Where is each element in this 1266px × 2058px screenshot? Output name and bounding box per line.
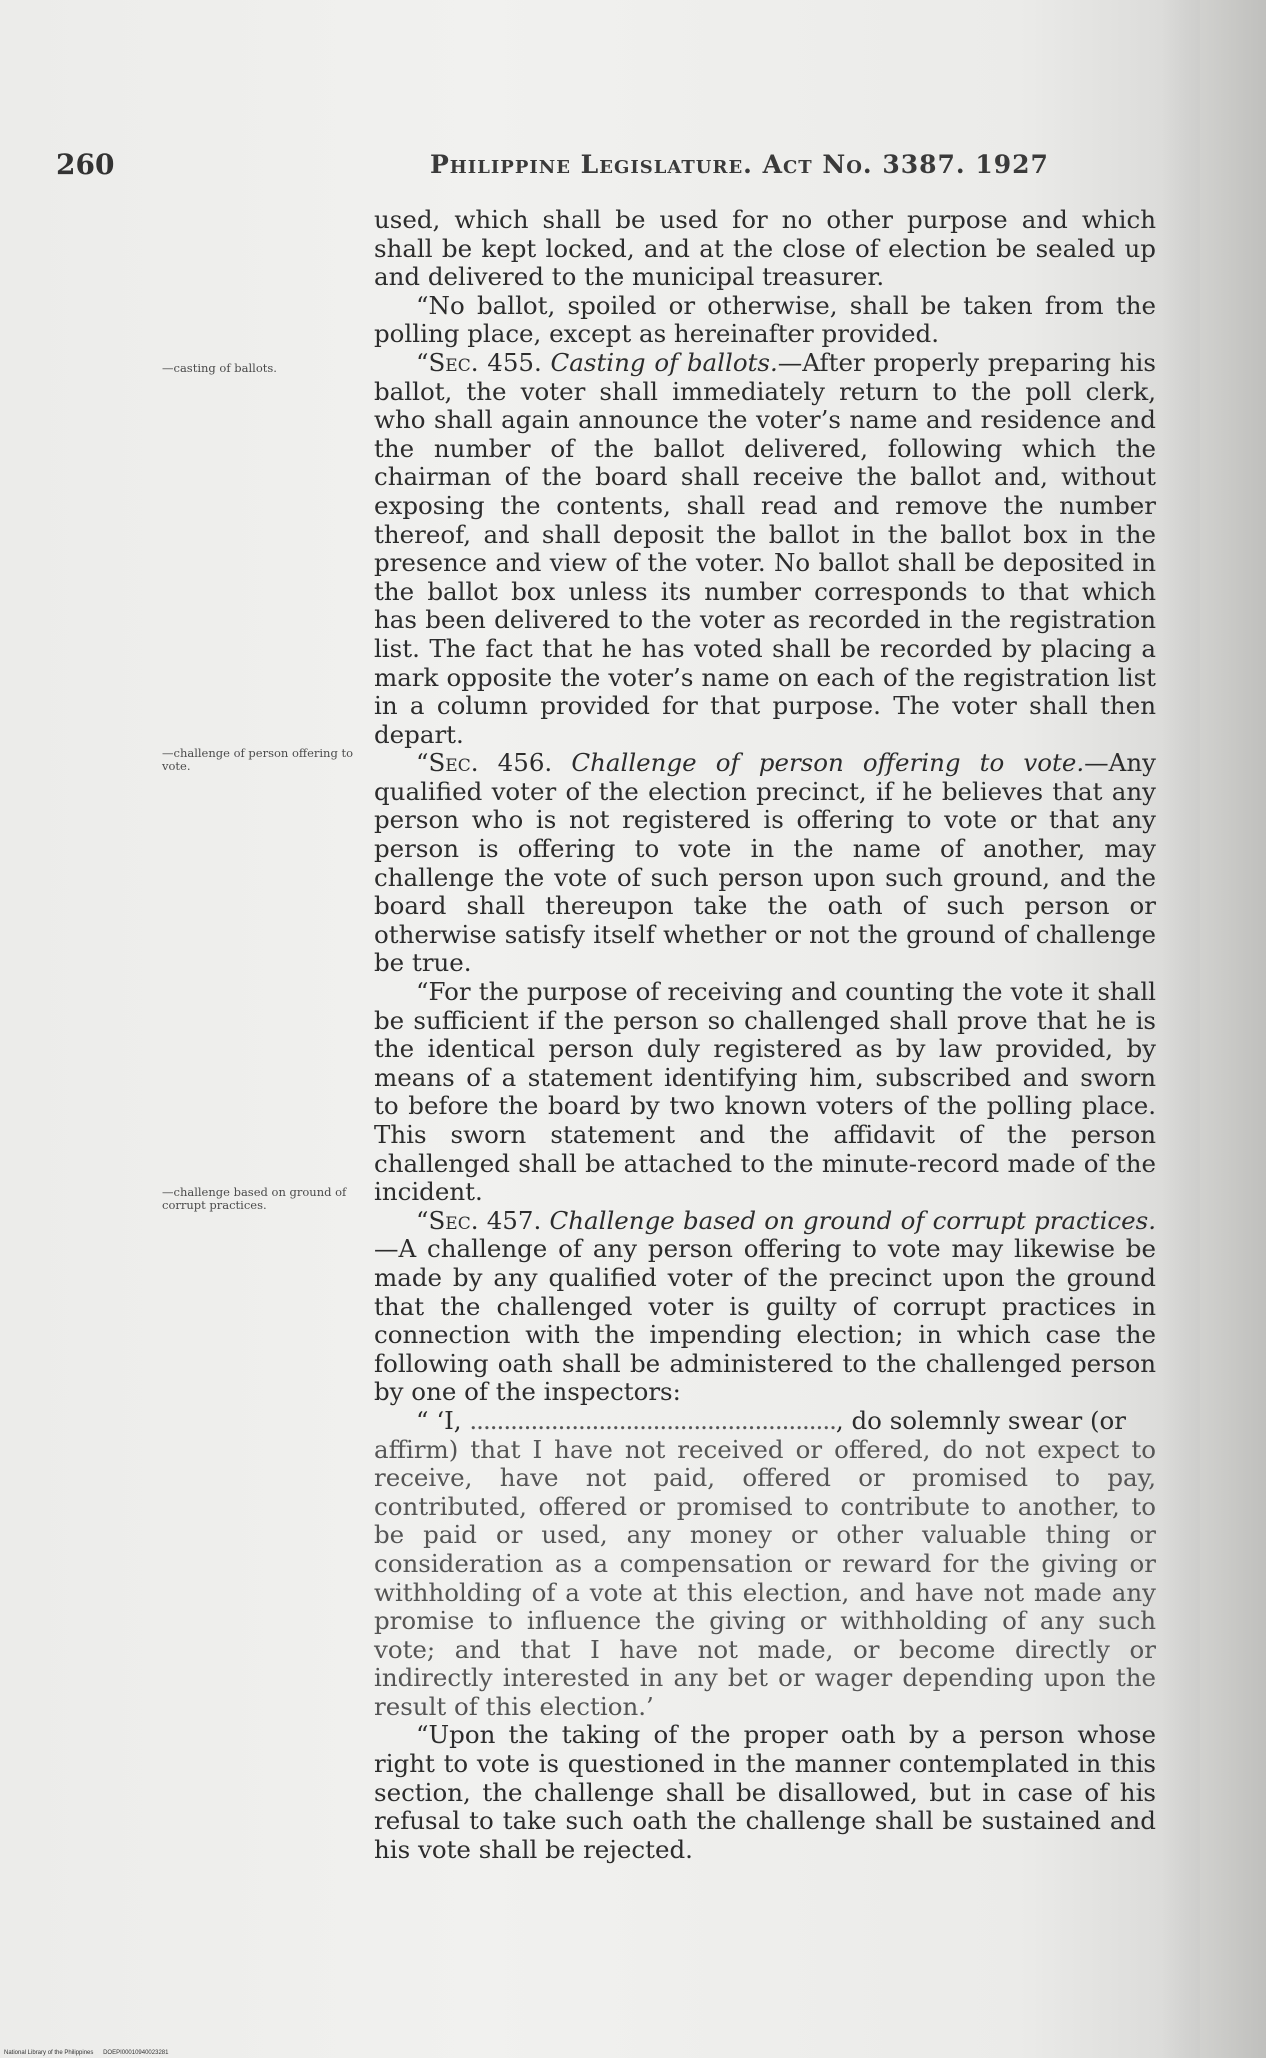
section-title: Challenge based on ground of corrupt practices. — [549, 1205, 1156, 1235]
section-body: —After properly preparing his ballot, the voter shall immediately return to the poll clerk, who shall again announce the voter’s name and residence and the number of the ballot delivered, following which the chairman of the board shall receive the ballot and, without exposing the contents, shall read and remove the number thereof, and shall deposit the ballot in the ballot box in the presence and view of the voter. No ballot shall be deposited in the ballot box unless its number corresponds to that which has been delivered to the voter as recorded in the registration list. The fact that he has voted shall be recorded by placing a mark opposite the voter’s name on each of the registration list in a column provided for that purpose. The voter shall then depart. — [374, 347, 1156, 749]
section-title: Casting of ballots. — [550, 347, 778, 377]
paragraph-sec-456 — [374, 749, 1156, 978]
paragraph-sec-457 — [374, 1207, 1156, 1407]
paragraph-1: used, which shall be used for no other purpose and which shall be kept locked, and at the close of election be sealed up and delivered to the municipal treasurer. — [374, 205, 1156, 292]
body-text — [374, 206, 1156, 1864]
oath-blank: ...................................................... — [469, 1405, 836, 1435]
page-header — [0, 148, 1200, 188]
margin-note-casting: —casting of ballots. — [162, 361, 277, 375]
page-number: 260 — [56, 148, 115, 181]
section-title: Challenge of person offering to vote. — [571, 748, 1085, 778]
section-number: “Sec. 457. — [416, 1205, 542, 1235]
paragraph-2: “No ballot, spoiled or otherwise, shall be taken from the polling place, except as hereinafter provided. — [374, 290, 1156, 349]
paragraph-5: “For the purpose of receiving and counting the vote it shall be sufficient if the person so challenged shall prove that he is the identical person duly registered as by law provided, by means of a statement identifying him, subscribed and sworn to before the board by two known voters of the polling place. This sworn statement and the affidavit of the person challenged shall be attached to the minute-record made of the incident. — [374, 977, 1156, 1207]
paragraph-7: “Upon the taking of the proper oath by a person whose right to vote is questioned in the manner contemplated in this section, the challenge shall be disallowed, but in case of his refusal to take such oath the challenge shall be sustained and his vote shall be rejected. — [374, 1720, 1156, 1864]
oath-first-line — [374, 1407, 1156, 1436]
footer-library: National Library of the Philippines — [4, 2050, 94, 2056]
oath-start: “ ‘I, — [416, 1405, 462, 1435]
section-body: —Any qualified voter of the election precinct, if he believes that any person who is not registered is offering to vote or that any person is offering to vote in the name of another, may challenge the vote of such person upon such ground, and the board shall thereupon take the oath of such person or otherwise satisfy itself whether or not the ground of challenge be true. — [374, 748, 1156, 978]
footer-id: DOEPI00010940023281 — [103, 2050, 169, 2056]
oath-end: , do solemnly swear (or — [835, 1405, 1127, 1435]
paragraph-sec-455 — [374, 349, 1156, 749]
margin-note-challenge-person: —challenge of person offering to vote. — [162, 746, 354, 773]
margin-note-challenge-corrupt: —challenge based on ground of corrupt practices. — [162, 1185, 347, 1212]
page-edge-shadow — [1160, 0, 1266, 2058]
section-number: “Sec. 455. — [416, 347, 542, 377]
section-number: “Sec. 456. — [416, 748, 553, 778]
oath-body: affirm) that I have not received or offered, do not expect to receive, have not paid, offered or promised to pay, contributed, offered or promised to contribute to another, to be paid or used, any money or other valuable thing or consideration as a compensation or reward for the giving or withholding of a vote at this election, and have not made any promise to influence the giving or withholding of any such vote; and that I have not made, or become directly or indirectly interested in any bet or wager depending upon the result of this election.’ — [374, 1434, 1156, 1721]
scan-footer — [4, 2050, 176, 2056]
section-body: —A challenge of any person offering to vote may likewise be made by any qualified voter of the precinct upon the ground that the challenged voter is guilty of corrupt practices in connection with the impending election; in which case the following oath shall be administered to the challenged person by one of the inspectors: — [374, 1234, 1156, 1407]
running-head: Philippine Legislature. Act No. 3387. 1927 — [430, 150, 1049, 179]
